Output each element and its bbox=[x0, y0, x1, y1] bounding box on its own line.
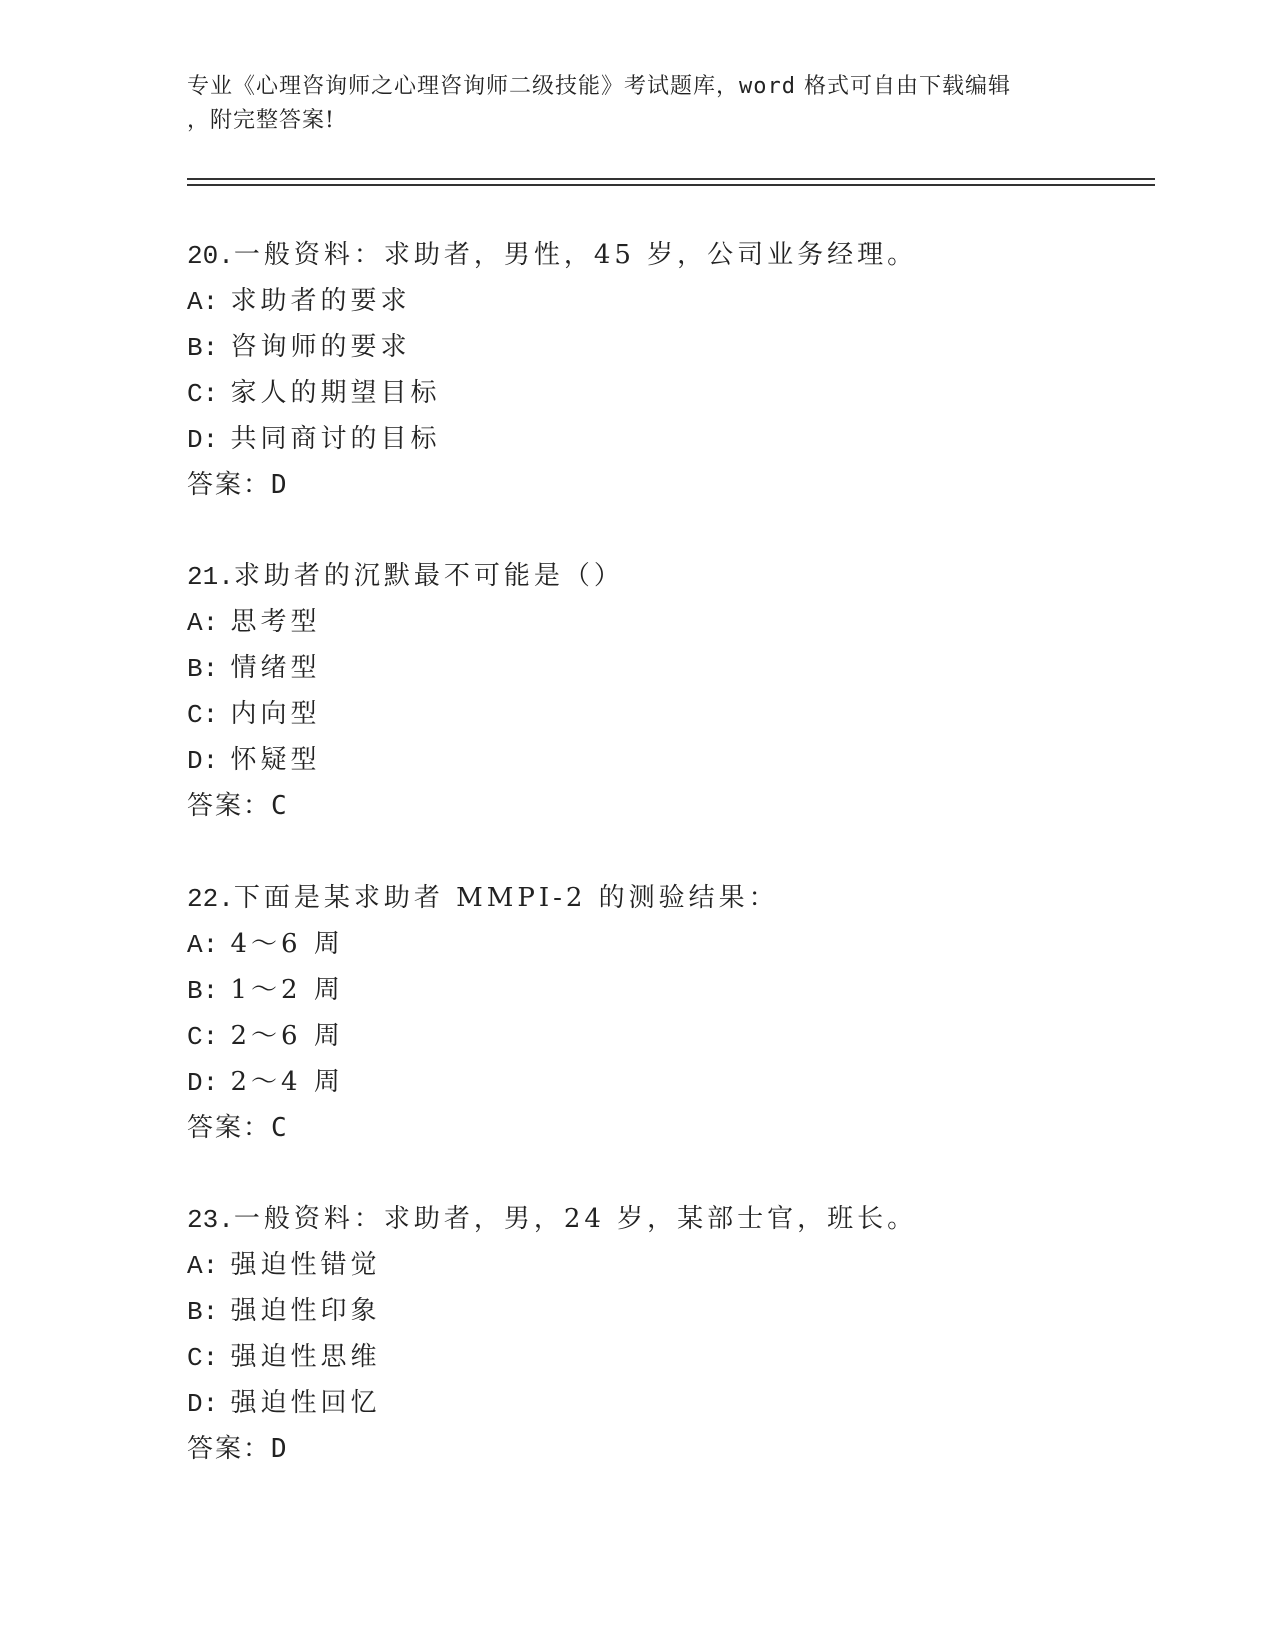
option-letter: B: bbox=[187, 976, 219, 1006]
option-d bbox=[187, 416, 1147, 462]
option-letter: D: bbox=[187, 746, 219, 776]
question-20 bbox=[187, 232, 1147, 508]
option-c bbox=[187, 1013, 1147, 1059]
header-format-word: word bbox=[739, 74, 796, 99]
header-title-text: 专业《心理咨询师之心理咨询师二级技能》考试题库， bbox=[187, 74, 740, 99]
option-letter: B: bbox=[187, 654, 219, 684]
answer-value: D bbox=[271, 470, 289, 500]
option-letter: D: bbox=[187, 1068, 219, 1098]
option-letter: A: bbox=[187, 608, 219, 638]
option-a bbox=[187, 278, 1147, 324]
answer-label: 答案： bbox=[187, 1434, 272, 1464]
option-letter: B: bbox=[187, 333, 219, 363]
question-text: 一般资料：求助者，男，24 岁，某部士官，班长。 bbox=[233, 1204, 918, 1234]
option-c bbox=[187, 691, 1147, 737]
question-stem bbox=[187, 232, 1147, 278]
option-a bbox=[187, 1242, 1147, 1288]
question-number: 20. bbox=[187, 241, 234, 271]
option-text: 4～6 周 bbox=[218, 929, 344, 959]
question-stem bbox=[187, 875, 1147, 921]
option-letter: A: bbox=[187, 287, 219, 317]
option-text: 2～4 周 bbox=[218, 1067, 344, 1097]
option-text: 咨询师的要求 bbox=[218, 332, 411, 362]
option-d bbox=[187, 737, 1147, 783]
option-c bbox=[187, 1334, 1147, 1380]
question-23 bbox=[187, 1196, 1147, 1472]
question-stem bbox=[187, 1196, 1147, 1242]
question-number: 23. bbox=[187, 1205, 234, 1235]
option-letter: C: bbox=[187, 1022, 219, 1052]
header-line-2: ，附完整答案! bbox=[187, 108, 335, 133]
answer-label: 答案： bbox=[187, 470, 272, 500]
option-b bbox=[187, 967, 1147, 1013]
answer-label: 答案： bbox=[187, 1113, 272, 1143]
option-text: 强迫性思维 bbox=[218, 1342, 381, 1372]
option-b bbox=[187, 1288, 1147, 1334]
option-letter: C: bbox=[187, 700, 219, 730]
option-a bbox=[187, 599, 1147, 645]
question-text: 一般资料：求助者，男性，45 岁，公司业务经理。 bbox=[233, 240, 918, 270]
option-text: 怀疑型 bbox=[218, 745, 321, 775]
option-d bbox=[187, 1380, 1147, 1426]
option-text: 求助者的要求 bbox=[218, 286, 411, 316]
header-divider-bottom bbox=[187, 184, 1155, 186]
option-text: 家人的期望目标 bbox=[218, 378, 441, 408]
answer-line bbox=[187, 1426, 1147, 1472]
question-number: 22. bbox=[187, 884, 234, 914]
option-letter: A: bbox=[187, 930, 219, 960]
option-letter: C: bbox=[187, 1343, 219, 1373]
header-download-text: 格式可自由下载编辑 bbox=[796, 74, 1011, 99]
option-letter: C: bbox=[187, 379, 219, 409]
option-text: 强迫性印象 bbox=[218, 1296, 381, 1326]
option-text: 内向型 bbox=[218, 699, 321, 729]
option-text: 思考型 bbox=[218, 607, 321, 637]
answer-line bbox=[187, 462, 1147, 508]
option-text: 共同商讨的目标 bbox=[218, 424, 441, 454]
header-line-1 bbox=[187, 70, 1067, 104]
answer-line bbox=[187, 783, 1147, 829]
option-text: 强迫性错觉 bbox=[218, 1250, 381, 1280]
answer-value: C bbox=[271, 1113, 289, 1143]
question-number: 21. bbox=[187, 562, 234, 592]
header-divider-top bbox=[187, 178, 1155, 180]
option-b bbox=[187, 645, 1147, 691]
question-text: 下面是某求助者 MMPI-2 的测验结果： bbox=[233, 883, 779, 913]
question-text: 求助者的沉默最不可能是（） bbox=[233, 561, 624, 591]
answer-label: 答案： bbox=[187, 791, 272, 821]
option-letter: A: bbox=[187, 1251, 219, 1281]
option-letter: B: bbox=[187, 1297, 219, 1327]
document-header bbox=[187, 70, 1067, 138]
question-22 bbox=[187, 875, 1147, 1151]
question-21 bbox=[187, 553, 1147, 829]
answer-line bbox=[187, 1105, 1147, 1151]
option-c bbox=[187, 370, 1147, 416]
option-text: 2～6 周 bbox=[218, 1021, 344, 1051]
option-text: 情绪型 bbox=[218, 653, 321, 683]
answer-value: C bbox=[271, 791, 289, 821]
option-text: 强迫性回忆 bbox=[218, 1388, 381, 1418]
option-a bbox=[187, 921, 1147, 967]
question-stem bbox=[187, 553, 1147, 599]
option-letter: D: bbox=[187, 1389, 219, 1419]
option-text: 1～2 周 bbox=[218, 975, 344, 1005]
answer-value: D bbox=[271, 1434, 289, 1464]
option-b bbox=[187, 324, 1147, 370]
option-d bbox=[187, 1059, 1147, 1105]
option-letter: D: bbox=[187, 425, 219, 455]
